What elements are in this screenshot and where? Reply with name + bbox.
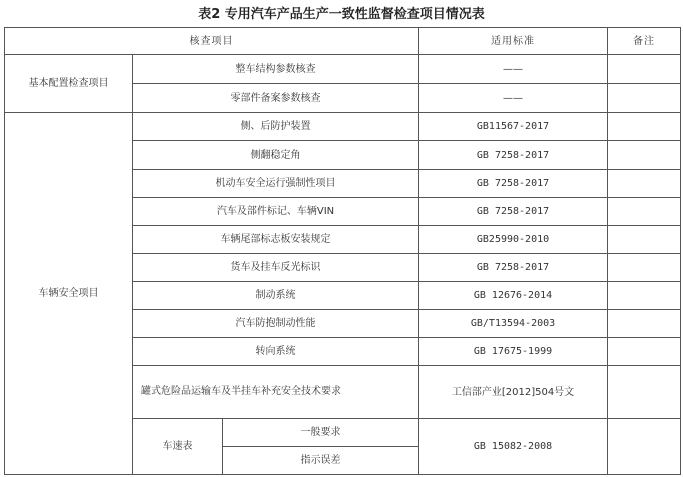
item-cell: 汽车防抱制动性能 [133,310,419,338]
standard-cell: 工信部产业[2012]504号文 [419,366,608,418]
header-note: 备注 [608,28,681,55]
item-cell: 一般要求 [223,418,419,446]
note-cell [608,141,681,169]
standard-cell: GB 7258-2017 [419,253,608,281]
note-cell [608,225,681,253]
table-title: 表2 专用汽车产品生产一致性监督检查项目情况表 [198,7,485,22]
item-cell: 机动车安全运行强制性项目 [133,169,419,197]
note-cell [608,338,681,366]
table-row [5,55,681,84]
standard-cell: GB 17675-1999 [419,338,608,366]
item-cell: 指示误差 [223,446,419,474]
standard-cell: GB 15082-2008 [419,418,608,474]
item-cell: 侧翻稳定角 [133,141,419,169]
note-cell [608,253,681,281]
header-standard: 适用标准 [419,28,608,55]
speedometer-label: 车速表 [133,418,223,474]
standard-cell: GB 12676-2014 [419,282,608,310]
item-cell: 整车结构参数核查 [133,55,419,84]
group-safety: 车辆安全项目 [5,113,133,475]
group-basic: 基本配置检查项目 [5,55,133,113]
standard-cell: GB 7258-2017 [419,197,608,225]
note-cell [608,366,681,418]
table-row [5,113,681,141]
note-cell [608,84,681,113]
standard-cell: GB 7258-2017 [419,141,608,169]
item-cell: 汽车及部件标记、车辆VIN [133,197,419,225]
header-item: 核查项目 [5,28,419,55]
standard-cell: —— [419,55,608,84]
inspection-table [4,27,681,475]
note-cell [608,197,681,225]
standard-cell: —— [419,84,608,113]
standard-cell: GB 7258-2017 [419,169,608,197]
standard-cell: GB11567-2017 [419,113,608,141]
item-cell: 零部件备案参数核查 [133,84,419,113]
standard-cell: GB/T13594-2003 [419,310,608,338]
item-cell: 转向系统 [133,338,419,366]
item-cell: 货车及挂车反光标识 [133,253,419,281]
item-cell: 制动系统 [133,282,419,310]
note-cell [608,55,681,84]
item-cell: 车辆尾部标志板安装规定 [133,225,419,253]
note-cell [608,418,681,474]
header-row [5,28,681,55]
note-cell [608,169,681,197]
item-cell: 罐式危险品运输车及半挂车补充安全技术要求 [133,366,419,418]
standard-cell: GB25990-2010 [419,225,608,253]
note-cell [608,282,681,310]
note-cell [608,310,681,338]
item-cell: 侧、后防护装置 [133,113,419,141]
note-cell [608,113,681,141]
